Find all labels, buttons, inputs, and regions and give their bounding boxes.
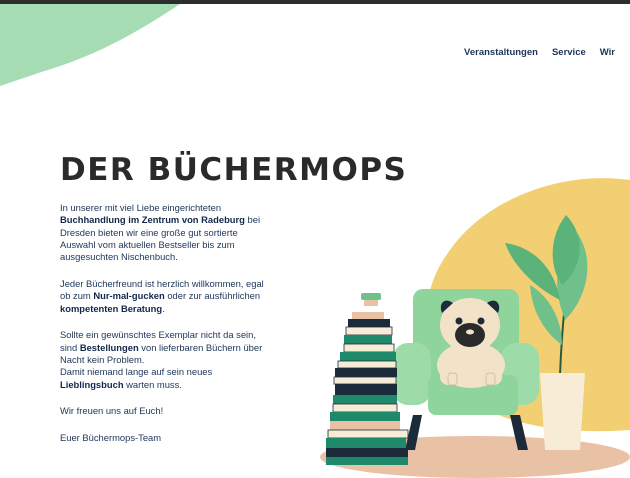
book-stack-icon <box>326 293 408 465</box>
text-span: In unserer mit viel Liebe eingerichteten <box>60 202 222 213</box>
text-span: Jeder Bücherfreund ist herzlich willkommen, egal ob zum <box>60 277 264 302</box>
hero-illustration <box>300 175 630 478</box>
text-span: von lieferbaren Büchern über Nacht kein Problem. <box>60 341 263 365</box>
paragraph-signature: Euer Büchermops-Team <box>60 432 162 444</box>
text-span: Sollte ein gewünschtes Exemplar nicht da sein, sind <box>60 329 256 353</box>
paragraph-intro <box>60 202 275 263</box>
text-span: warten muss. <box>123 378 182 390</box>
bold-browse: Nur-mal-gucken <box>93 290 165 302</box>
text-span: . <box>162 302 165 314</box>
bold-advice: kompetenten Beratung <box>60 302 163 314</box>
text-span: Damit niemand lange auf sein neues <box>60 366 213 378</box>
nav-item-veranstaltungen[interactable]: Veranstaltungen <box>464 47 538 58</box>
intro-text <box>60 202 275 459</box>
paragraph-welcome <box>60 278 275 315</box>
bold-location: Buchhandlung im Zentrum von Radeburg <box>60 214 245 226</box>
bold-orders: Bestellungen <box>79 341 139 353</box>
bold-favorite-book: Lieblingsbuch <box>60 378 124 390</box>
main-nav <box>464 47 615 58</box>
green-blob-decoration <box>0 4 190 94</box>
nav-item-wir[interactable]: Wir <box>599 47 615 58</box>
paragraph-greeting: Wir freuen uns auf Euch! <box>60 405 164 417</box>
page-title: DER BÜCHERMOPS <box>60 152 408 188</box>
text-span: oder zur ausführlichen <box>164 290 261 302</box>
text-span: bei Dresden bieten wir eine große gut sortierte Auswahl vom aktuellen Bestseller bis zum ausgesuchten Nischenbuch. <box>60 214 261 263</box>
nav-item-service[interactable]: Service <box>551 47 586 58</box>
paragraph-orders <box>60 329 275 390</box>
